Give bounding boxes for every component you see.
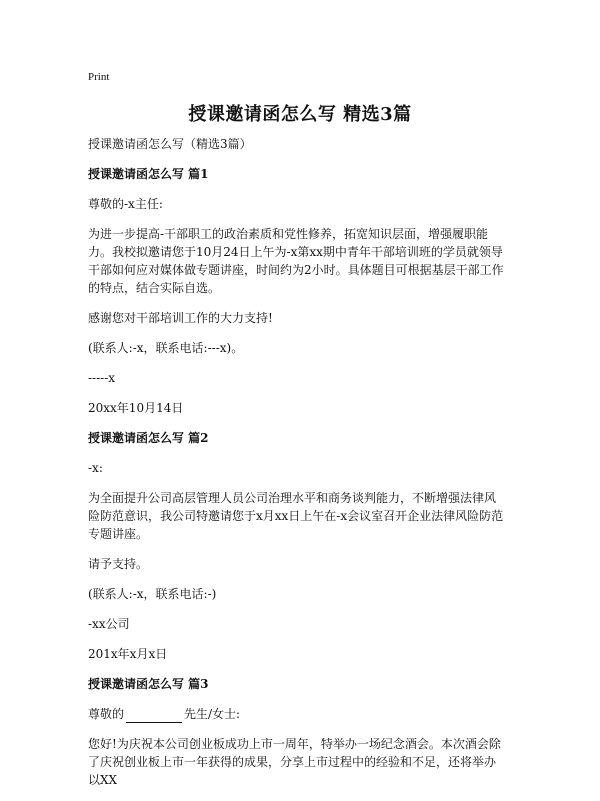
subtitle: 授课邀请函怎么写（精选3篇） — [88, 137, 252, 151]
section-2-date: 201x年x月x日 — [88, 647, 168, 661]
blank-underline — [126, 710, 182, 723]
salutation-prefix: 尊敬的 — [88, 707, 125, 721]
section-1-thanks: 感谢您对干部培训工作的大力支持! — [88, 311, 273, 325]
page-title: 授课邀请函怎么写 精选3篇 — [188, 104, 412, 125]
salutation-suffix: 先生/女士: — [184, 707, 241, 721]
section-1-heading: 授课邀请函怎么写 篇1 — [88, 167, 209, 181]
section-2-salutation: -x: — [88, 461, 103, 475]
section-2-heading: 授课邀请函怎么写 篇2 — [88, 431, 209, 445]
section-3-salutation — [88, 705, 504, 723]
section-2-contact: (联系人:-x，联系电话:-) — [88, 587, 217, 601]
print-label: Print — [88, 71, 110, 83]
section-1-date: 20xx年10月14日 — [88, 401, 184, 415]
section-2-signer: -xx公司 — [88, 617, 130, 631]
section-1-contact: (联系人:-x，联系电话:---x)。 — [88, 341, 244, 355]
section-1-salutation: 尊敬的-x主任: — [88, 197, 163, 211]
section-1-signer: -----x — [88, 371, 116, 385]
section-2-body: 为全面提升公司高层管理人员公司治理水平和商务谈判能力，不断增强法律风险防范意识，我公司特邀请您于x月xx日上午在-x会议室召开企业法律风险防范专题讲座。 — [88, 491, 504, 541]
section-3-body: 您好!为庆祝本公司创业板成功上市一周年，特举办一场纪念酒会。本次酒会除了庆祝创业板上市一年获得的成果，分享上市过程中的经验和不足，还将举办以XX — [88, 737, 501, 787]
section-3-heading: 授课邀请函怎么写 篇3 — [88, 677, 209, 691]
section-2-thanks: 请予支持。 — [88, 557, 149, 571]
document-content — [88, 135, 504, 801]
section-1-body: 为进一步提高-干部职工的政治素质和党性修养，拓宽知识层面，增强履职能力。我校拟邀请您于10月24日上午为-x第xx期中青年干部培训班的学员就领导干部如何应对媒体做专题讲座，时间约为2小时。具体题目可根据基层干部工作的特点，结合实际自选。 — [88, 227, 504, 295]
